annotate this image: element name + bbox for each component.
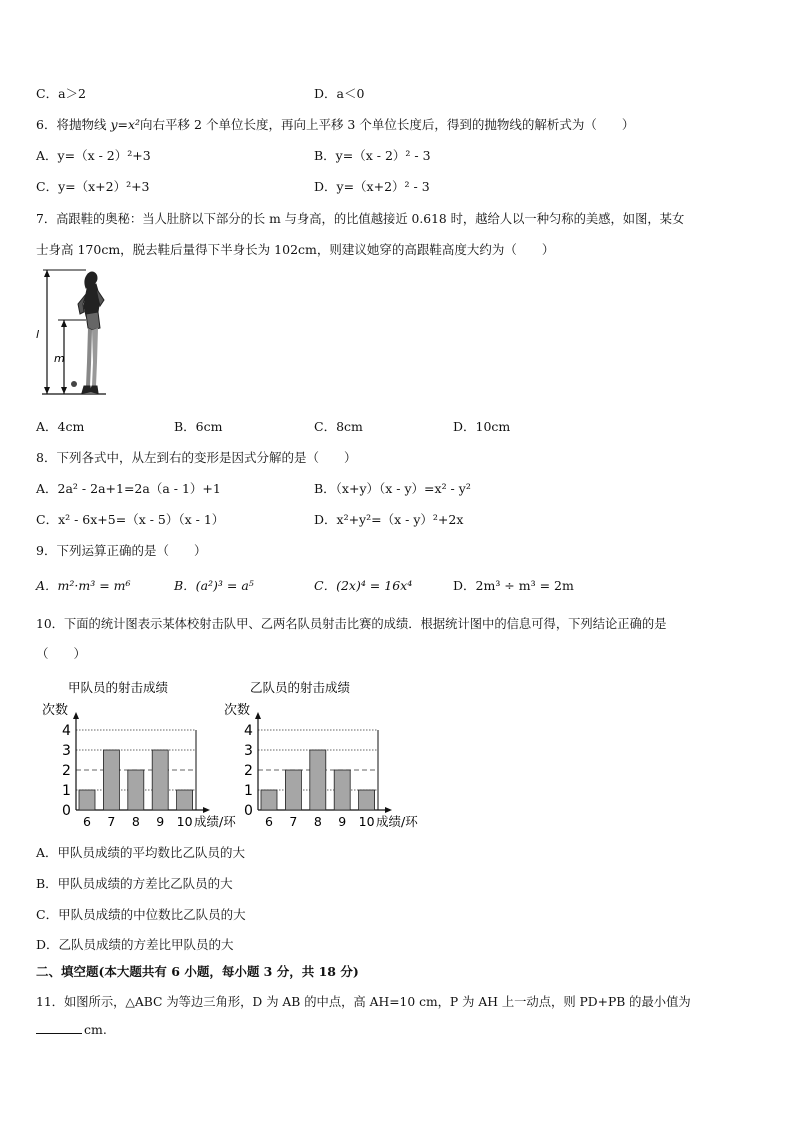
q10-stem-line2: （ ） bbox=[36, 646, 87, 661]
yi-ylabel: 次数 bbox=[224, 703, 251, 718]
q7-option-d: D．10cm bbox=[453, 419, 511, 434]
q6-option-b: B．y=（x - 2）² - 3 bbox=[314, 148, 431, 163]
yi-bar-8 bbox=[310, 750, 326, 810]
l-arrow-up bbox=[44, 270, 50, 277]
q5-option-c: C．a＞2 bbox=[36, 86, 86, 101]
yi-ytick-label: 0 bbox=[244, 803, 253, 819]
q6-option-c: C．y=（x+2）²+3 bbox=[36, 179, 150, 194]
yi-ytick-label: 2 bbox=[244, 763, 253, 779]
m-arrow-down bbox=[61, 387, 67, 394]
jia-xtick-label: 7 bbox=[107, 814, 116, 829]
jia-xlabel: 成绩/环 bbox=[194, 814, 236, 829]
yi-xtick-label: 10 bbox=[358, 814, 375, 829]
q9-option-b: B．(a²)³ = a⁵ bbox=[174, 578, 254, 593]
q8-stem: 8．下列各式中，从左到右的变形是因式分解的是（ ） bbox=[36, 450, 357, 465]
yi-xtick-label: 9 bbox=[338, 814, 347, 829]
q10-stem-line1: 10．下面的统计图表示某体校射击队甲、乙两名队员射击比赛的成绩．根据统计图中的信息可得，下列结论正确的是 bbox=[36, 617, 667, 631]
q11-stem-line2 bbox=[36, 1022, 107, 1037]
label-l: l bbox=[36, 328, 40, 341]
jia-bar-10 bbox=[177, 790, 193, 810]
jia-xtick-label: 8 bbox=[131, 814, 140, 829]
jia-title: 甲队员的射击成绩 bbox=[68, 680, 169, 695]
q10-option-c: C．甲队员成绩的中位数比乙队员的大 bbox=[36, 907, 246, 922]
q10-option-d: D．乙队员成绩的方差比甲队员的大 bbox=[36, 937, 234, 952]
yi-title: 乙队员的射击成绩 bbox=[250, 680, 351, 695]
jia-ytick-label: 4 bbox=[62, 723, 71, 739]
yi-xtick-label: 8 bbox=[313, 814, 322, 829]
jia-xtick-label: 6 bbox=[83, 814, 91, 829]
q5-option-d: D．a＜0 bbox=[314, 86, 365, 101]
q9-option-d: D．2m³ ÷ m³ = 2m bbox=[453, 578, 574, 593]
q6-stem-prefix: 6．将抛物线 bbox=[36, 117, 111, 132]
q11-unit: cm. bbox=[84, 1022, 107, 1037]
jia-ylabel: 次数 bbox=[42, 703, 69, 718]
answer-blank bbox=[36, 1023, 82, 1034]
jia-ytick-label: 3 bbox=[62, 743, 71, 759]
q6-option-a: A．y=（x - 2）²+3 bbox=[36, 148, 151, 163]
l-arrow-down bbox=[44, 387, 50, 394]
yi-bar-9 bbox=[334, 770, 350, 810]
q9-stem: 9．下列运算正确的是（ ） bbox=[36, 543, 207, 558]
q8-option-b: B．（x+y）（x - y）=x² - y² bbox=[314, 481, 471, 496]
jia-x-axis-arrow bbox=[203, 807, 210, 813]
yi-xtick-label: 7 bbox=[289, 814, 298, 829]
q7-option-a: A．4cm bbox=[36, 419, 85, 434]
jia-bar-6 bbox=[79, 790, 95, 810]
yi-bar-7 bbox=[285, 770, 301, 810]
yi-ytick-label: 4 bbox=[244, 723, 253, 739]
yi-y-axis-arrow bbox=[255, 712, 261, 719]
q9-option-c: C．(2x)⁴ = 16x⁴ bbox=[314, 578, 413, 593]
jia-bar-9 bbox=[152, 750, 168, 810]
q10-option-b: B．甲队员成绩的方差比乙队员的大 bbox=[36, 876, 233, 891]
q7-option-c: C．8cm bbox=[314, 419, 363, 434]
yi-xlabel: 成绩/环 bbox=[376, 814, 418, 829]
q6-stem bbox=[36, 115, 634, 133]
jia-ytick-label: 0 bbox=[62, 803, 71, 819]
q8-option-c: C．x² - 6x+5=（x - 5）（x - 1） bbox=[36, 512, 225, 527]
woman-silhouette bbox=[71, 272, 104, 393]
chart-yi bbox=[222, 676, 432, 832]
q11-stem-line1: 11．如图所示，△ABC 为等边三角形，D 为 AB 的中点，高 AH=10 cm，P 为 AH 上一动点，则 PD+PB 的最小值为 bbox=[36, 995, 691, 1009]
yi-ytick-label: 3 bbox=[244, 743, 253, 759]
q10-option-a: A．甲队员成绩的平均数比乙队员的大 bbox=[36, 845, 246, 860]
m-arrow-up bbox=[61, 320, 67, 327]
yi-bar-6 bbox=[261, 790, 277, 810]
yi-bar-10 bbox=[359, 790, 375, 810]
label-m: m bbox=[54, 352, 65, 365]
jia-ytick-label: 1 bbox=[62, 783, 71, 799]
q7-stem-line2: 士身高 170cm，脱去鞋后量得下半身长为 102cm，则建议她穿的高跟鞋高度大约为（ ） bbox=[36, 242, 555, 257]
section-fill-in-title: 二、填空题(本大题共有 6 小题，每小题 3 分，共 18 分) bbox=[36, 964, 359, 979]
q7-option-b: B．6cm bbox=[174, 419, 223, 434]
q8-option-a: A．2a² - 2a+1=2a（a - 1）+1 bbox=[36, 481, 221, 496]
jia-y-axis-arrow bbox=[73, 712, 79, 719]
q6-stem-suffix: 向右平移 2 个单位长度，再向上平移 3 个单位长度后，得到的抛物线的解析式为（ ） bbox=[140, 117, 635, 132]
q6-option-d: D．y=（x+2）² - 3 bbox=[314, 179, 430, 194]
yi-x-axis-arrow bbox=[385, 807, 392, 813]
q9-option-a: A．m²·m³ = m⁶ bbox=[36, 578, 131, 593]
chart-jia bbox=[40, 676, 250, 832]
q7-stem-line1: 7．高跟鞋的奥秘：当人肚脐以下部分的长 m 与身高，的比值越接近 0.618 时，越给人以一种匀称的美感，如图，某女 bbox=[36, 212, 685, 226]
yi-xtick-label: 6 bbox=[265, 814, 273, 829]
q7-figure bbox=[34, 266, 114, 400]
q8-option-d: D．x²+y²=（x - y）²+2x bbox=[314, 512, 464, 527]
q6-stem-math: y=x² bbox=[110, 117, 141, 132]
jia-ytick-label: 2 bbox=[62, 763, 71, 779]
yi-ytick-label: 1 bbox=[244, 783, 253, 799]
jia-bar-8 bbox=[128, 770, 144, 810]
jia-bar-7 bbox=[103, 750, 119, 810]
jia-xtick-label: 9 bbox=[156, 814, 165, 829]
jia-xtick-label: 10 bbox=[176, 814, 193, 829]
